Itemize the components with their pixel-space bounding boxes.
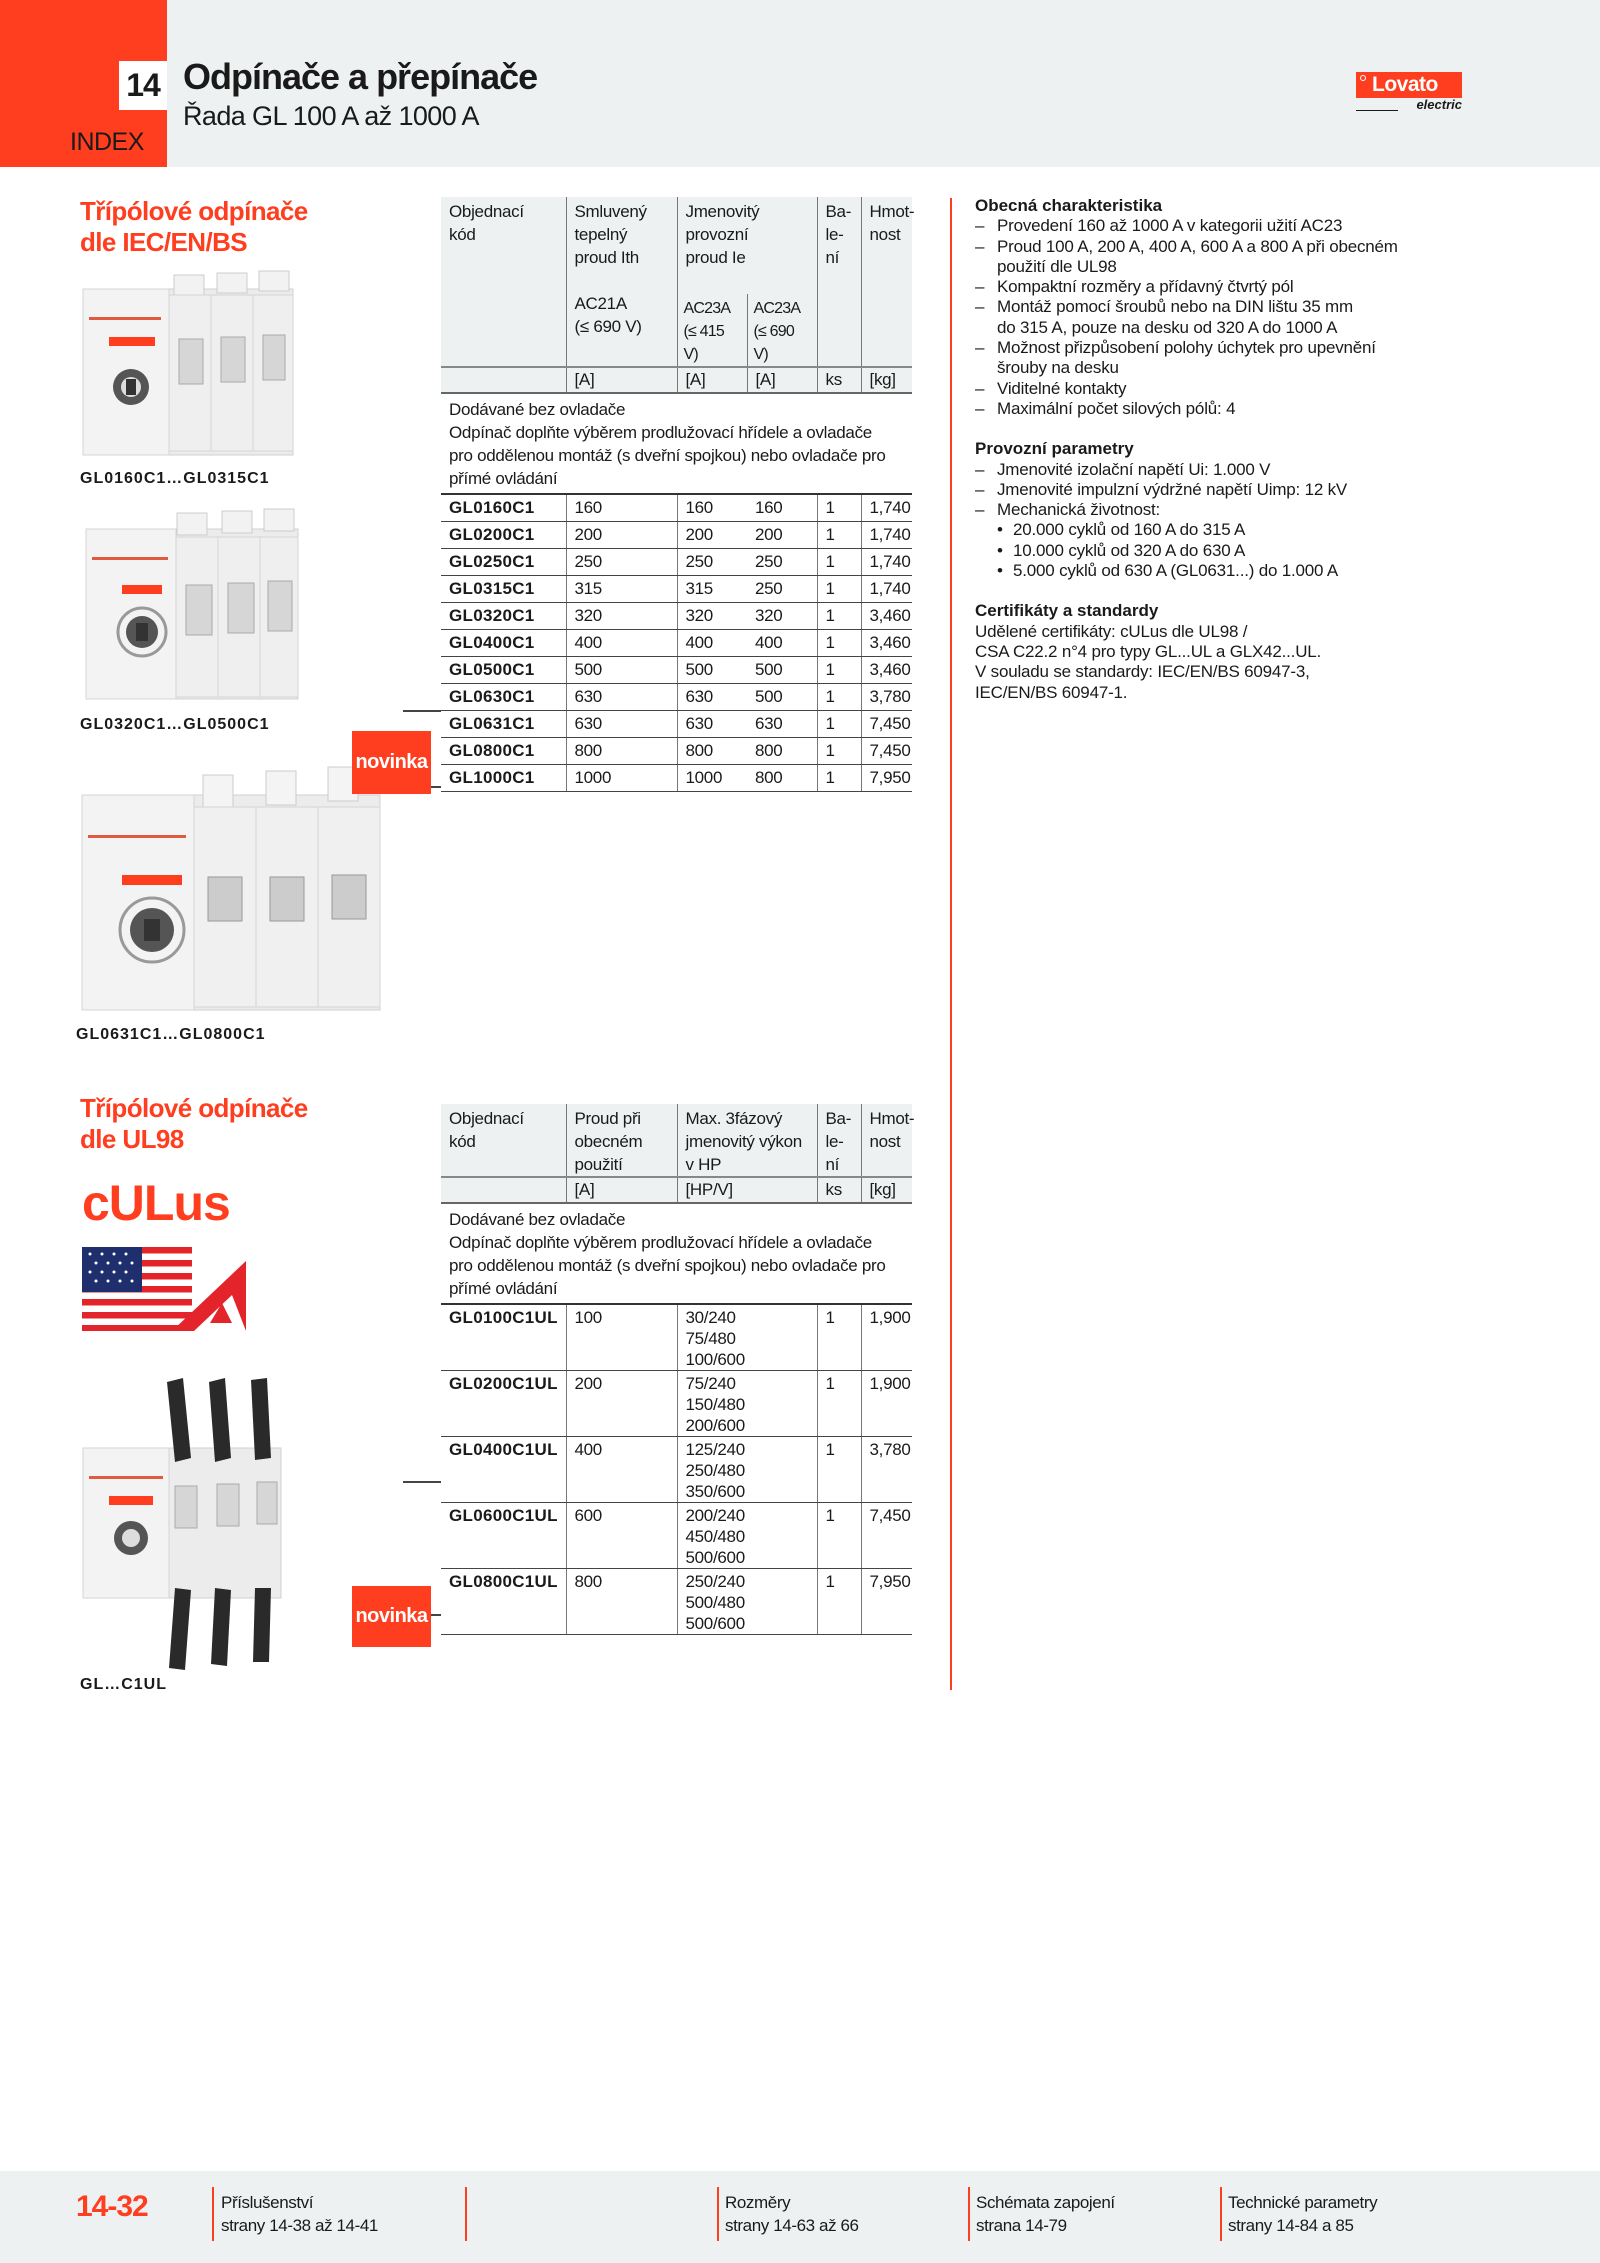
cell-ie-415: 630 [677, 711, 747, 738]
cell-weight: 3,780 [861, 1437, 912, 1503]
list-item [975, 338, 1495, 379]
cell-hp [677, 1304, 817, 1371]
bullet-text: 20.000 cyklů od 160 A do 315 A [1013, 520, 1246, 540]
cell-hp [677, 1437, 817, 1503]
bullet-text: 5.000 cyklů od 630 A (GL0631...) do 1.000 A [1013, 561, 1339, 581]
dash-icon: – [975, 500, 985, 520]
cert-line: CSA C22.2 n°4 pro typy GL...UL a GLX42...UL. [975, 641, 1322, 661]
cell-weight: 1,900 [861, 1371, 912, 1437]
dash-icon: – [975, 236, 985, 256]
photo-caption: GL0160C1…GL0315C1 [80, 470, 270, 487]
table-row [441, 576, 912, 603]
table-row [441, 1437, 912, 1503]
table-row [441, 603, 912, 630]
list-item [975, 216, 1495, 236]
footer-link-accessories[interactable]: Příslušenství strany 14-38 až 14-41 [221, 2193, 378, 2235]
units-row: [A] [HP/V] ks [kg] [441, 1177, 912, 1203]
table-row [441, 1503, 912, 1569]
col-header-hp: Max. 3fázový jmenovitý výkon v HP [677, 1104, 817, 1177]
section-heading-iec [80, 196, 308, 258]
col-header-ie-690: AC23A (≤ 690 V) [747, 294, 817, 367]
cell-ie-415: 800 [677, 738, 747, 765]
list-item [975, 379, 1495, 399]
new-badge: novinka [352, 731, 431, 794]
cell-pack: 1 [817, 494, 861, 522]
bullet-item [975, 520, 1495, 540]
cell-ie-690: 200 [747, 522, 817, 549]
cell-pack: 1 [817, 603, 861, 630]
bullet-icon: • [997, 561, 1003, 581]
cert-line: IEC/EN/BS 60947-1. [975, 682, 1128, 702]
table-row [441, 1569, 912, 1635]
chapter-number: 14 [119, 61, 167, 110]
new-badge: novinka [352, 1586, 431, 1647]
hp-value: 350/600 [685, 1482, 745, 1501]
list-item-text: Kompaktní rozměry a přídavný čtvrtý pól [997, 277, 1294, 297]
list-item-text: Mechanická životnost: [997, 500, 1161, 520]
photo-caption: GL0631C1…GL0800C1 [76, 1026, 266, 1043]
cell-code: GL0400C1 [441, 630, 566, 657]
cell-ith: 250 [566, 549, 677, 576]
list-item-text: Provedení 160 až 1000 A v kategorii užití AC23 [997, 216, 1343, 236]
bullet-icon: • [997, 520, 1003, 540]
cell-hp [677, 1371, 817, 1437]
cell-current: 400 [566, 1437, 677, 1503]
table-note: Dodávané bez ovladače Odpínač doplňte výběrem prodlužovací hřídele a ovladače pro oddělenou montáž (s dveřní spojkou) nebo ovladače pro přímé ovládání [441, 393, 912, 494]
cell-ie-690: 250 [747, 549, 817, 576]
hp-value: 500/600 [685, 1548, 745, 1567]
cell-weight: 1,740 [861, 576, 912, 603]
col-header-ith: Smluvený tepelný proud Ith AC21A (≤ 690 V) [566, 197, 677, 367]
logo-brand: Lovato [1372, 73, 1438, 96]
cell-weight: 1,740 [861, 494, 912, 522]
cell-ith: 500 [566, 657, 677, 684]
cell-ith: 800 [566, 738, 677, 765]
cell-weight: 1,740 [861, 549, 912, 576]
page-subtitle: Řada GL 100 A až 1000 A [183, 101, 479, 131]
table-row [441, 711, 912, 738]
cell-code: GL0100C1UL [441, 1304, 566, 1371]
table-row [441, 630, 912, 657]
hp-value: 100/600 [685, 1350, 745, 1369]
cell-ie-415: 200 [677, 522, 747, 549]
cell-ie-415: 315 [677, 576, 747, 603]
cell-code: GL0600C1UL [441, 1503, 566, 1569]
col-header-ie-415: AC23A (≤ 415 V) [677, 294, 747, 367]
hp-value: 450/480 [685, 1527, 745, 1546]
page-title: Odpínače a přepínače [183, 56, 538, 97]
cert-line: V souladu se standardy: IEC/EN/BS 60947-3, [975, 662, 1310, 682]
units-row: [A] [A] [A] ks [kg] [441, 367, 912, 393]
column-divider [950, 198, 952, 1690]
cell-ie-690: 400 [747, 630, 817, 657]
list-item [975, 500, 1495, 520]
dash-icon: – [975, 338, 985, 358]
list-item-text: šrouby na desku [997, 358, 1119, 378]
cell-ith: 315 [566, 576, 677, 603]
ul-product-table [441, 1104, 915, 1635]
cell-hp [677, 1503, 817, 1569]
iec-product-table [441, 197, 915, 792]
table-row [441, 494, 912, 522]
cell-code: GL0400C1UL [441, 1437, 566, 1503]
cell-weight: 7,950 [861, 765, 912, 792]
us-canada-flag-icon [82, 1247, 246, 1331]
list-item-text: Možnost přizpůsobení polohy úchytek pro upevnění [997, 338, 1376, 358]
cell-pack: 1 [817, 630, 861, 657]
cell-current: 100 [566, 1304, 677, 1371]
heading-line: Třípólové odpínače [80, 196, 308, 226]
list-item [975, 297, 1495, 338]
list-item [975, 460, 1495, 480]
cell-ith: 200 [566, 522, 677, 549]
cell-ie-690: 250 [747, 576, 817, 603]
cell-ie-415: 500 [677, 657, 747, 684]
cert-title: Certifikáty a standardy [975, 601, 1159, 621]
list-item-text: Proud 100 A, 200 A, 400 A, 600 A a 800 A při obecném [997, 236, 1398, 256]
heading-line: dle IEC/EN/BS [80, 227, 248, 257]
cell-weight: 1,740 [861, 522, 912, 549]
hp-value: 500/600 [685, 1614, 745, 1633]
cell-pack: 1 [817, 1569, 861, 1635]
table-row [441, 522, 912, 549]
cell-ith: 630 [566, 684, 677, 711]
cell-pack: 1 [817, 738, 861, 765]
cell-pack: 1 [817, 522, 861, 549]
cell-code: GL0800C1UL [441, 1569, 566, 1635]
heading-line: dle UL98 [80, 1124, 184, 1154]
dash-icon: – [975, 459, 985, 479]
cell-ie-415: 1000 [677, 765, 747, 792]
hp-value: 250/480 [685, 1461, 745, 1480]
list-item [975, 399, 1495, 419]
index-link[interactable]: INDEX [70, 128, 144, 156]
footer-divider [968, 2187, 970, 2241]
col-header-weight: Hmot- nost [861, 1104, 912, 1177]
cell-current: 800 [566, 1569, 677, 1635]
list-item [975, 480, 1495, 500]
table-row [441, 684, 912, 711]
cell-weight: 1,900 [861, 1304, 912, 1371]
cell-ith: 320 [566, 603, 677, 630]
footer-link-technical[interactable]: Technické parametry strany 14-84 a 85 [1228, 2193, 1378, 2235]
switch-photo-medium [82, 505, 302, 710]
bullet-item [975, 561, 1495, 581]
bullet-item [975, 541, 1495, 561]
list-item-text: Montáž pomocí šroubů nebo na DIN lištu 35 mm [997, 297, 1353, 317]
cell-code: GL0200C1 [441, 522, 566, 549]
cell-pack: 1 [817, 1437, 861, 1503]
cell-ie-690: 800 [747, 765, 817, 792]
cell-code: GL0160C1 [441, 494, 566, 522]
cell-ie-690: 630 [747, 711, 817, 738]
heading-line: Třípólové odpínače [80, 1093, 308, 1123]
cell-code: GL0631C1 [441, 711, 566, 738]
table-row [441, 657, 912, 684]
table-row [441, 765, 912, 792]
cell-ie-415: 250 [677, 549, 747, 576]
switch-photo-small [79, 267, 297, 463]
cell-ie-690: 320 [747, 603, 817, 630]
cell-code: GL0500C1 [441, 657, 566, 684]
cell-weight: 7,950 [861, 1569, 912, 1635]
table-row [441, 1371, 912, 1437]
cell-ie-415: 400 [677, 630, 747, 657]
cell-code: GL0320C1 [441, 603, 566, 630]
cell-code: GL0200C1UL [441, 1371, 566, 1437]
cell-pack: 1 [817, 657, 861, 684]
col-header-code: Objednací kód [441, 197, 566, 367]
footer-divider [1220, 2187, 1222, 2241]
cell-ith: 630 [566, 711, 677, 738]
hp-value: 500/480 [685, 1593, 745, 1612]
cell-ie-690: 500 [747, 684, 817, 711]
list-item-text: Maximální počet silových pólů: 4 [997, 398, 1236, 418]
cell-weight: 3,460 [861, 603, 912, 630]
cell-weight: 3,460 [861, 657, 912, 684]
cell-ie-690: 160 [747, 494, 817, 522]
col-header-code: Objednací kód [441, 1104, 566, 1177]
switch-photo-large [78, 765, 383, 1017]
col-header-pack: Ba- le- ní [817, 1104, 861, 1177]
col-header-pack: Ba- le- ní [817, 197, 861, 367]
cert-line: Udělené certifikáty: cULus dle UL98 / [975, 621, 1248, 641]
hp-value: 150/480 [685, 1395, 745, 1414]
dash-icon: – [975, 277, 985, 297]
cell-pack: 1 [817, 1371, 861, 1437]
cell-current: 200 [566, 1371, 677, 1437]
footer-divider [212, 2187, 214, 2241]
col-header-weight: Hmot- nost [861, 197, 912, 367]
cell-code: GL1000C1 [441, 765, 566, 792]
characteristics-panel [975, 196, 1495, 703]
page-number: 14-32 [76, 2190, 148, 2223]
hp-value: 30/240 [685, 1308, 736, 1327]
table-row [441, 738, 912, 765]
hp-value: 200/240 [685, 1506, 745, 1525]
cell-weight: 7,450 [861, 711, 912, 738]
cell-weight: 3,780 [861, 684, 912, 711]
list-item-text: Jmenovité izolační napětí Ui: 1.000 V [997, 459, 1271, 479]
cell-ie-415: 160 [677, 494, 747, 522]
cell-pack: 1 [817, 711, 861, 738]
dash-icon: – [975, 378, 985, 398]
section-heading-ul [80, 1093, 308, 1155]
cell-ie-415: 320 [677, 603, 747, 630]
footer-divider [465, 2187, 467, 2241]
group-divider [403, 1481, 441, 1483]
group-divider [403, 710, 441, 712]
cell-weight: 3,460 [861, 630, 912, 657]
dash-icon: – [975, 216, 985, 236]
footer-link-dimensions[interactable]: Rozměry strany 14-63 až 66 [725, 2193, 859, 2235]
dash-icon: – [975, 398, 985, 418]
cell-ith: 160 [566, 494, 677, 522]
cell-current: 600 [566, 1503, 677, 1569]
dash-icon: – [975, 297, 985, 317]
cell-code: GL0800C1 [441, 738, 566, 765]
table-row [441, 549, 912, 576]
list-item-text: do 315 A, pouze na desku od 320 A do 1000 A [997, 317, 1338, 337]
hp-value: 75/240 [685, 1374, 736, 1393]
cell-hp [677, 1569, 817, 1635]
col-header-current: Proud při obecném použití [566, 1104, 677, 1177]
list-item-text: Viditelné kontakty [997, 378, 1127, 398]
dash-icon: – [975, 479, 985, 499]
cell-ie-690: 800 [747, 738, 817, 765]
photo-caption: GL0320C1…GL0500C1 [80, 716, 270, 733]
cell-pack: 1 [817, 549, 861, 576]
bullet-icon: • [997, 540, 1003, 560]
cell-pack: 1 [817, 576, 861, 603]
col-header-ie: Jmenovitý provozní proud Ie [677, 197, 817, 294]
cell-ith: 400 [566, 630, 677, 657]
switch-photo-ul [79, 1378, 285, 1670]
general-title: Obecná charakteristika [975, 196, 1163, 215]
cell-pack: 1 [817, 1304, 861, 1371]
hp-value: 75/480 [685, 1329, 736, 1348]
hp-value: 125/240 [685, 1440, 745, 1459]
bullet-text: 10.000 cyklů od 320 A do 630 A [1013, 540, 1246, 560]
cell-weight: 7,450 [861, 1503, 912, 1569]
cell-code: GL0315C1 [441, 576, 566, 603]
list-item [975, 237, 1495, 278]
footer-link-wiring[interactable]: Schémata zapojení strana 14-79 [976, 2193, 1115, 2235]
cell-ie-690: 500 [747, 657, 817, 684]
cell-pack: 1 [817, 684, 861, 711]
lovato-logo [1356, 72, 1462, 112]
cell-code: GL0630C1 [441, 684, 566, 711]
list-item-text: použití dle UL98 [997, 256, 1117, 276]
hp-value: 200/600 [685, 1416, 745, 1435]
hp-value: 250/240 [685, 1572, 745, 1591]
table-note: Dodávané bez ovladače Odpínač doplňte výběrem prodlužovací hřídele a ovladače pro oddělenou montáž (s dveřní spojkou) nebo ovladače pro přímé ovládání [441, 1203, 912, 1304]
photo-caption: GL…C1UL [80, 1676, 167, 1693]
culus-logo: cULus [82, 1175, 230, 1231]
cell-pack: 1 [817, 765, 861, 792]
footer-divider [717, 2187, 719, 2241]
operating-title: Provozní parametry [975, 439, 1134, 459]
table-row [441, 1304, 912, 1371]
list-item [975, 277, 1495, 297]
cell-weight: 7,450 [861, 738, 912, 765]
cell-code: GL0250C1 [441, 549, 566, 576]
cell-pack: 1 [817, 1503, 861, 1569]
list-item-text: Jmenovité impulzní výdržné napětí Uimp: 12 kV [997, 479, 1348, 499]
cell-ith: 1000 [566, 765, 677, 792]
logo-sub: electric [1416, 97, 1462, 112]
cell-ie-415: 630 [677, 684, 747, 711]
